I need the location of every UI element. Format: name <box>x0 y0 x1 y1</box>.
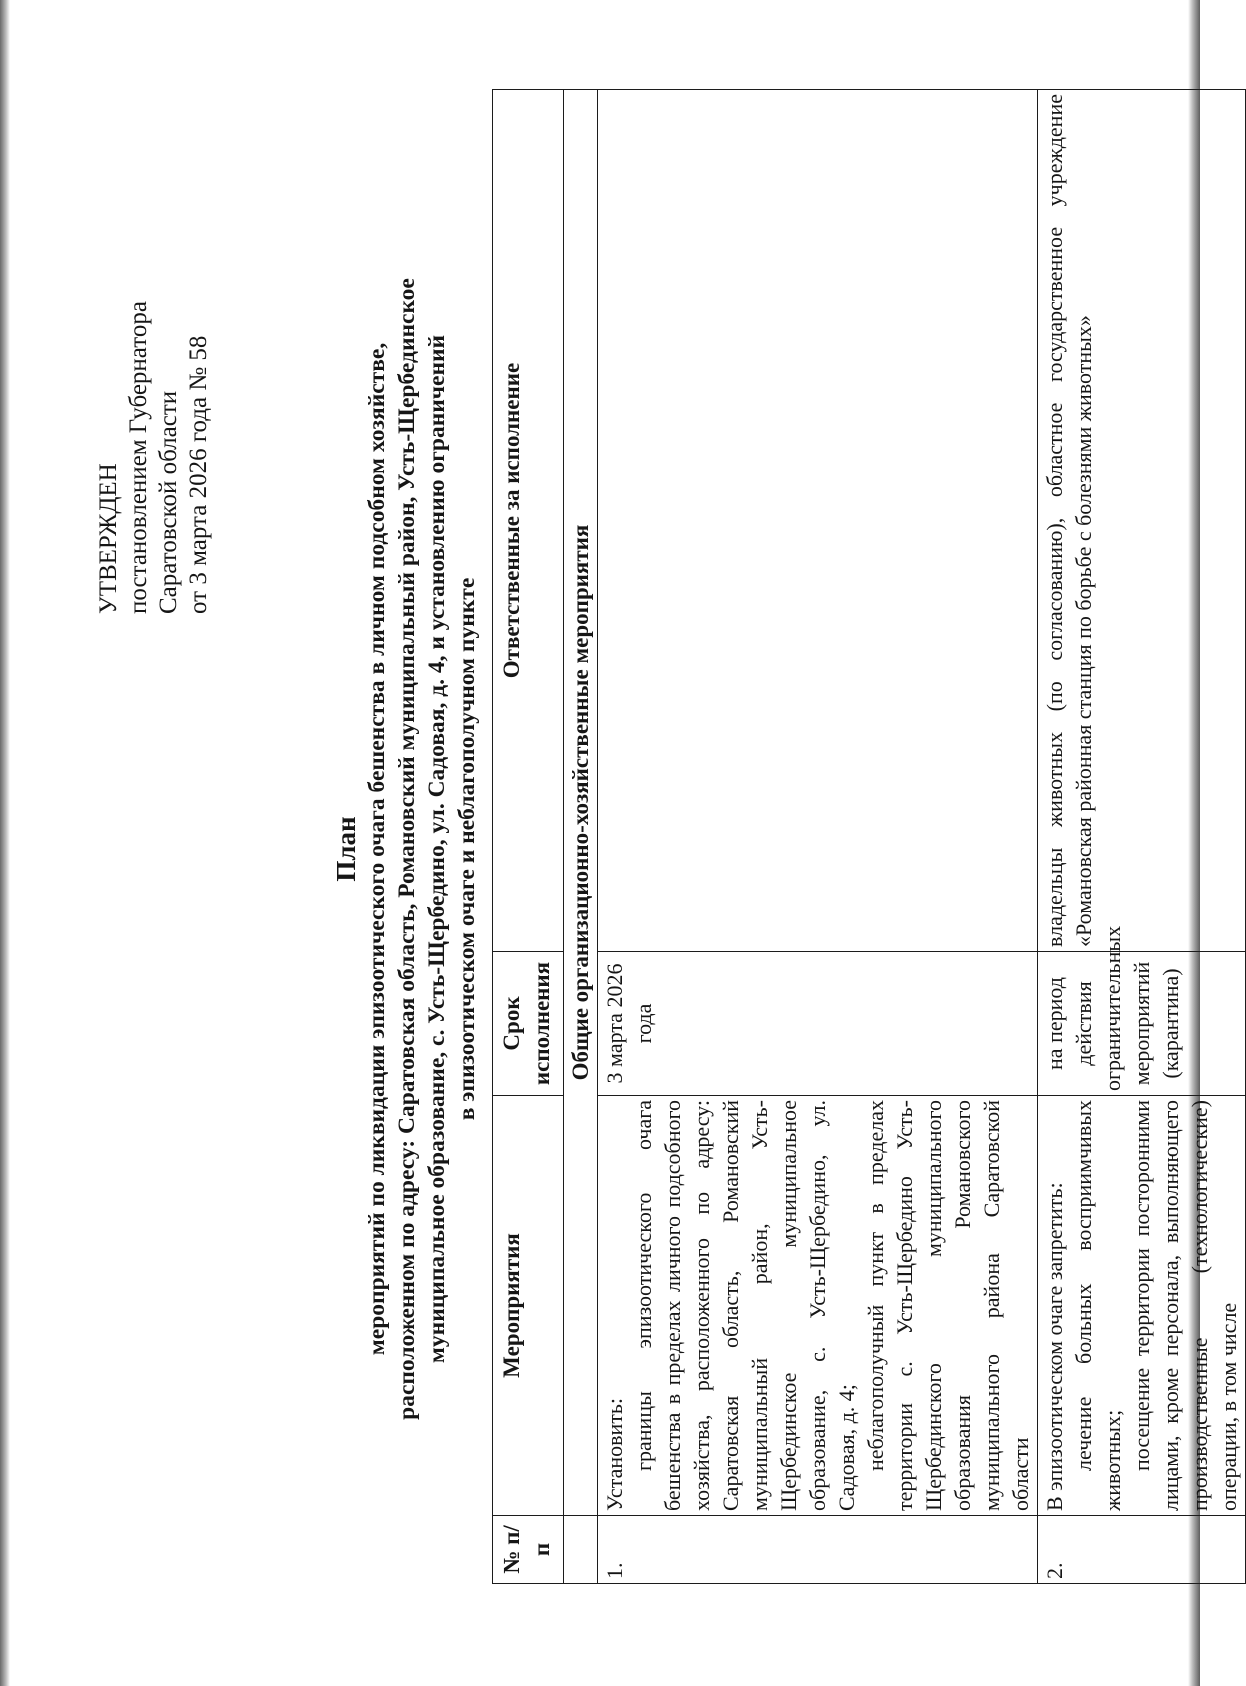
measure-paragraph: В эпизоотическом очаге запретить: <box>1042 1182 1067 1511</box>
table-header-row <box>493 90 564 1584</box>
scan-edge-left <box>0 0 10 1686</box>
approval-stamp-block <box>94 174 214 614</box>
plan-subtitle-line: в эпизоотическом очаге и неблагополучном пункте <box>454 577 480 1121</box>
row-measures <box>1038 1096 1246 1516</box>
row-responsible <box>598 90 1038 952</box>
section-title: Общие организационно-хозяйственные мероприятия <box>564 90 598 1516</box>
measure-paragraph: неблагополучный пункт в пределах территории с. Усть-Щербедино Усть-Щербединского муниципального образования Романовского муниципального района Саратовской области <box>863 1100 1033 1511</box>
rotated-document-page <box>30 92 1241 1624</box>
approval-title: УТВЕРЖДЕН <box>95 463 122 614</box>
plan-subtitle-line: муниципальное образование, с. Усть-Щербедино, ул. Садовая, д. 4, и установлению ограничений <box>424 334 450 1364</box>
row-responsible: владельцы животных (по согласованию), областное государственное учреждение «Романовская районная станция по борьбе с болезнями животных» <box>1038 90 1246 952</box>
measure-paragraph: Установить: <box>602 1397 627 1511</box>
header-responsible: Ответственные за исполнение <box>493 90 564 952</box>
section-row <box>564 90 598 1584</box>
plan-title: План <box>331 816 361 882</box>
approval-line-3: от 3 марта 2026 года № 58 <box>185 335 212 614</box>
row-num: 1. <box>598 1516 1038 1584</box>
row-num: 2. <box>1038 1516 1246 1584</box>
table-row <box>1038 90 1246 1584</box>
row-measures <box>598 1096 1038 1516</box>
header-num: № п/п <box>493 1516 564 1584</box>
plan-heading <box>330 114 482 1584</box>
row-term: 3 марта 2026 года <box>598 952 1038 1096</box>
header-measures: Мероприятия <box>493 1096 564 1516</box>
measure-paragraph: посещение территории посторонними лицами, кроме персонала, выполняющего производственные (технологические) операции, в том числе <box>1129 1100 1241 1511</box>
approval-line-2: Саратовской области <box>155 390 182 614</box>
measure-paragraph: лечение больных восприимчивых животных; <box>1071 1100 1125 1511</box>
table-row <box>598 90 1038 1584</box>
measure-paragraph: границы эпизоотического очага бешенства в пределах личного подсобного хозяйства, расположенного по адресу: Саратовская область, Романовский муниципальный район, Усть-Щербединское муниципальное образование, с. Усть-Щербедино, ул. Садовая, д. 4; <box>631 1100 859 1511</box>
plan-subtitle-line: расположенном по адресу: Саратовская область, Романовский муниципальный район, Усть-Щербединское <box>394 278 420 1420</box>
header-term: Срок исполнения <box>493 952 564 1096</box>
measures-table <box>492 89 1246 1584</box>
plan-subtitle <box>362 114 482 1584</box>
row-term: на период действия ограничительных мероприятий (карантина) <box>1038 952 1246 1096</box>
section-num-cell <box>564 1516 598 1584</box>
approval-line-1: постановлением Губернатора <box>125 301 152 614</box>
plan-subtitle-line: мероприятий по ликвидации эпизоотического очага бешенства в личном подсобном хозяйстве, <box>364 342 390 1356</box>
